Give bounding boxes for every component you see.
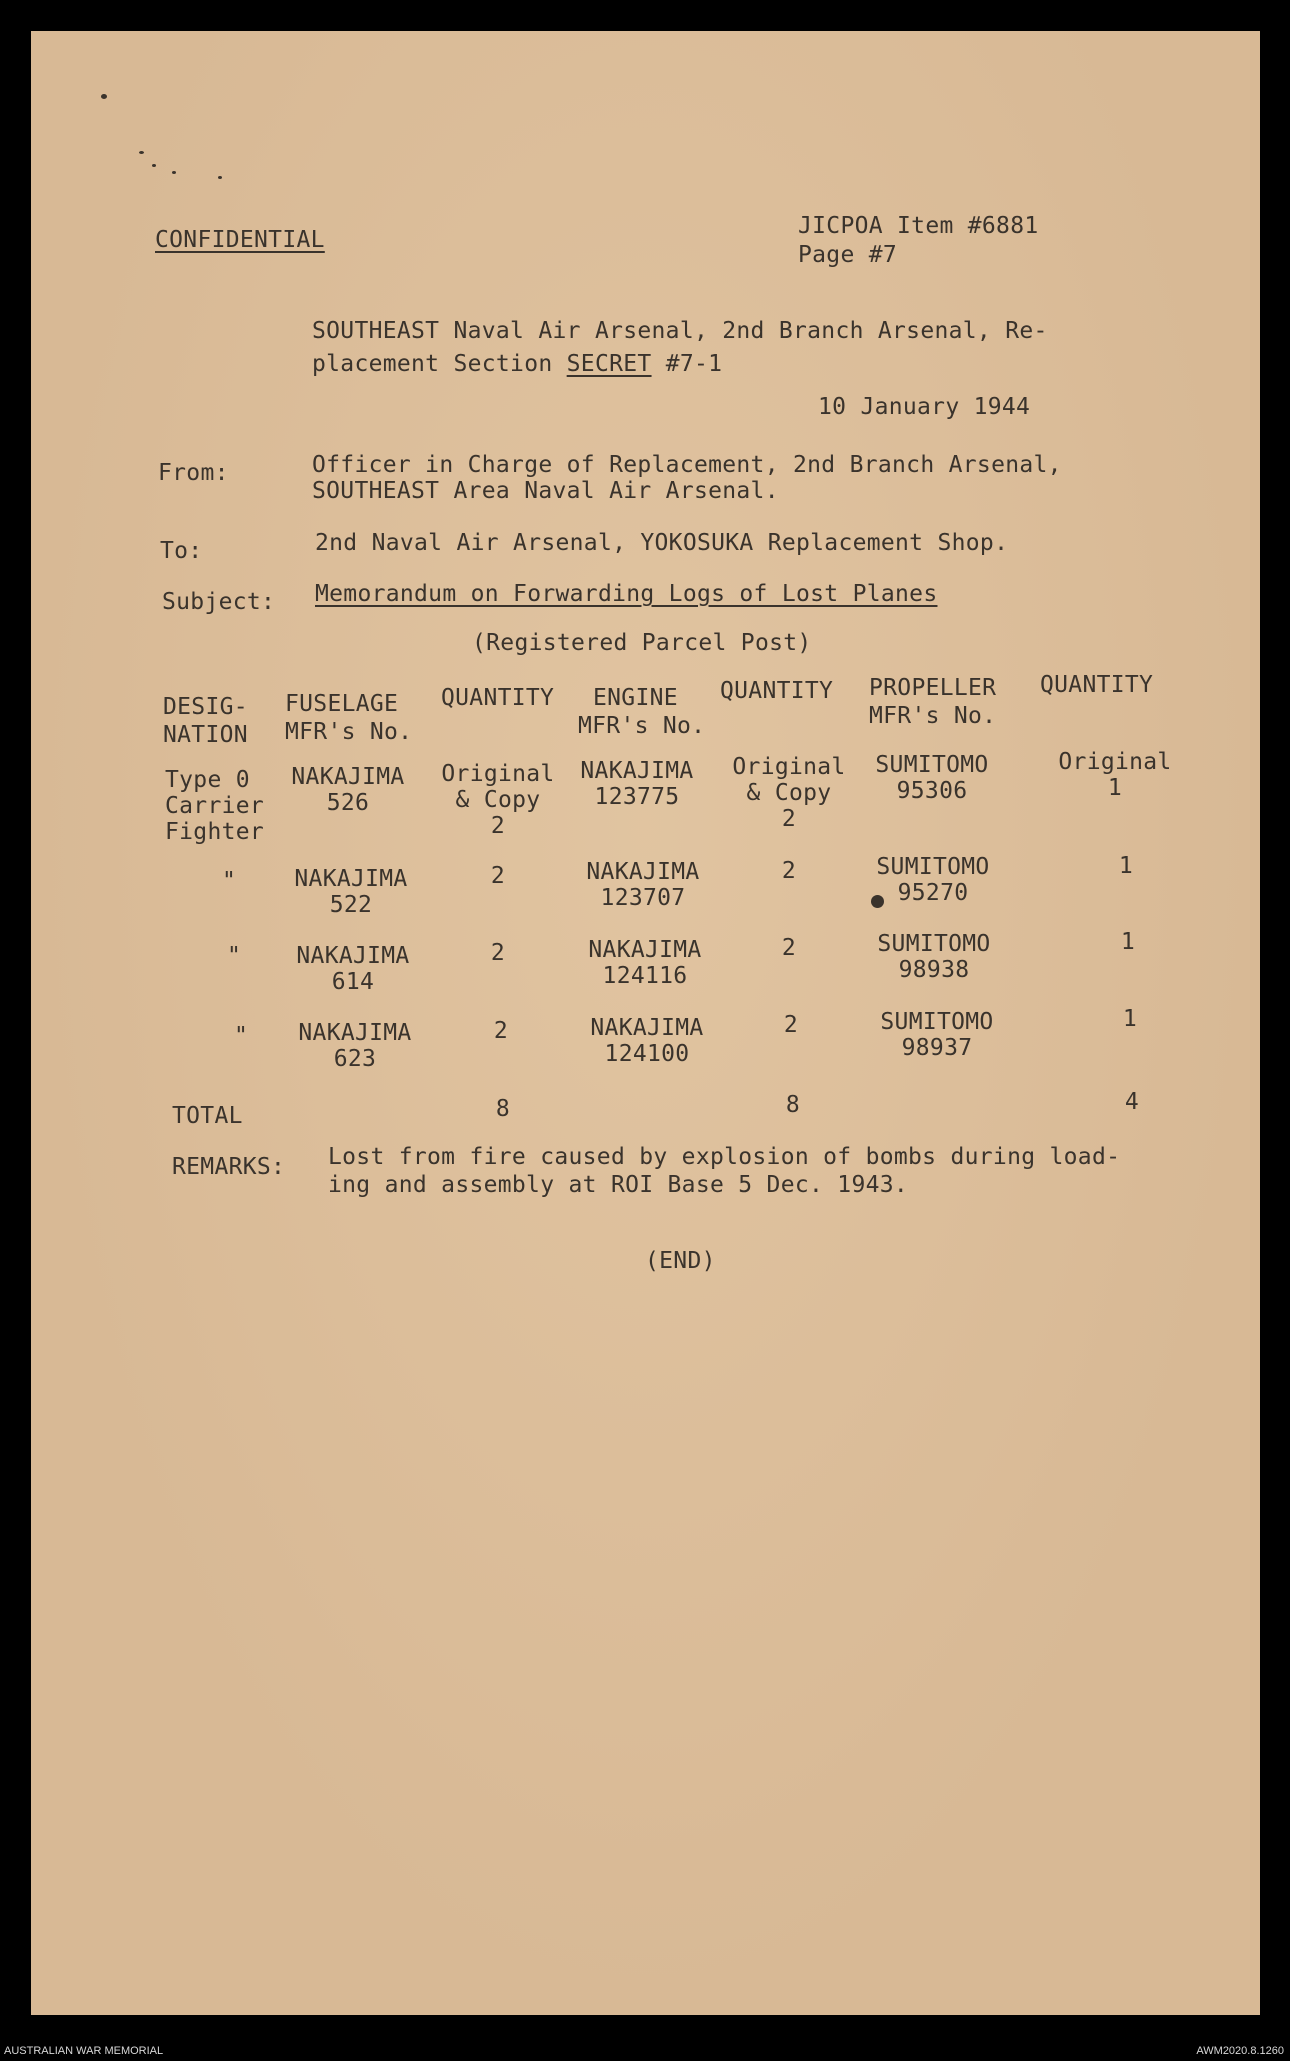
row1-fuselage-quantity: Original & Copy 2 — [441, 761, 555, 839]
to-value: 2nd Naval Air Arsenal, YOKOSUKA Replacement Shop. — [315, 530, 1009, 556]
ink-speck — [152, 164, 156, 167]
row4-engine-quantity: 2 — [783, 1012, 799, 1038]
row4-engine: NAKAJIMA 124100 — [590, 1015, 704, 1067]
document-date: 10 January 1944 — [818, 394, 1031, 420]
header-engine: ENGINE MFR's No. — [578, 685, 706, 739]
row4-fuselage-quantity: 2 — [493, 1018, 509, 1044]
end-marker: (END) — [645, 1248, 716, 1274]
header-designation: DESIG- NATION — [163, 694, 248, 748]
footer-accession: AWM2020.8.1260 — [1196, 2045, 1284, 2057]
row3-designation: " — [227, 943, 242, 969]
ink-speck — [101, 94, 107, 99]
row3-propeller-quantity: 1 — [1120, 929, 1136, 955]
total-engine-quantity: 8 — [785, 1092, 801, 1118]
from-line-1: Officer in Charge of Replacement, 2nd Branch Arsenal, — [312, 452, 1062, 478]
total-label: TOTAL — [172, 1103, 243, 1129]
row2-propeller-quantity: 1 — [1118, 853, 1134, 879]
row1-propeller: SUMITOMO 95306 — [875, 752, 989, 804]
remarks-label: REMARKS: — [172, 1154, 286, 1180]
row3-engine: NAKAJIMA 124116 — [588, 937, 702, 989]
ink-speck — [172, 171, 176, 174]
header-quantity-engine: QUANTITY — [720, 678, 834, 704]
row2-fuselage: NAKAJIMA 522 — [294, 866, 408, 918]
subject-value: Memorandum on Forwarding Logs of Lost Planes — [315, 581, 938, 607]
ink-blot — [871, 895, 884, 908]
total-fuselage-quantity: 8 — [495, 1096, 511, 1122]
page-reference: Page #7 — [798, 242, 898, 268]
row1-designation: Type 0 Carrier Fighter — [165, 767, 265, 845]
remarks-line-2: ing and assembly at ROI Base 5 Dec. 1943. — [328, 1172, 909, 1198]
origin-line-2 — [312, 351, 722, 377]
origin-line-2-prefix: placement Section — [312, 351, 567, 377]
origin-line-2-suffix: #7-1 — [651, 351, 723, 377]
row4-propeller-quantity: 1 — [1122, 1006, 1138, 1032]
from-label: From: — [158, 460, 229, 486]
row4-fuselage: NAKAJIMA 623 — [298, 1020, 412, 1072]
footer-credit: AUSTRALIAN WAR MEMORIAL — [4, 2045, 164, 2057]
origin-line-1: SOUTHEAST Naval Air Arsenal, 2nd Branch Arsenal, Re- — [312, 318, 1048, 344]
parcel-note: (Registered Parcel Post) — [472, 630, 812, 656]
classification-label: CONFIDENTIAL — [155, 227, 325, 253]
row3-engine-quantity: 2 — [781, 935, 797, 961]
row2-propeller: SUMITOMO 95270 — [876, 854, 990, 906]
item-reference: JICPOA Item #6881 — [798, 213, 1039, 239]
from-line-2: SOUTHEAST Area Naval Air Arsenal. — [312, 478, 779, 504]
header-quantity-propeller: QUANTITY — [1040, 672, 1154, 698]
row2-engine-quantity: 2 — [781, 858, 797, 884]
row3-fuselage: NAKAJIMA 614 — [296, 943, 410, 995]
header-fuselage: FUSELAGE MFR's No. — [285, 691, 413, 745]
header-propeller: PROPELLER MFR's No. — [869, 675, 997, 729]
ink-speck — [139, 151, 144, 154]
remarks-line-1: Lost from fire caused by explosion of bombs during load- — [328, 1144, 1121, 1170]
row2-engine: NAKAJIMA 123707 — [586, 859, 700, 911]
secret-marking: SECRET — [566, 351, 652, 377]
row1-engine: NAKAJIMA 123775 — [580, 758, 694, 810]
ink-speck — [218, 176, 222, 179]
row1-propeller-quantity: Original 1 — [1058, 749, 1172, 801]
row4-propeller: SUMITOMO 98937 — [880, 1009, 994, 1061]
subject-label: Subject: — [162, 589, 276, 615]
row3-fuselage-quantity: 2 — [490, 940, 506, 966]
row4-designation: " — [234, 1023, 249, 1049]
row1-fuselage: NAKAJIMA 526 — [291, 764, 405, 816]
to-label: To: — [160, 538, 203, 564]
row3-propeller: SUMITOMO 98938 — [877, 931, 991, 983]
row2-fuselage-quantity: 2 — [490, 863, 506, 889]
header-quantity-fuselage: QUANTITY — [441, 685, 555, 711]
total-propeller-quantity: 4 — [1124, 1089, 1140, 1115]
row2-designation: " — [222, 868, 237, 894]
row1-engine-quantity: Original & Copy 2 — [732, 754, 846, 832]
